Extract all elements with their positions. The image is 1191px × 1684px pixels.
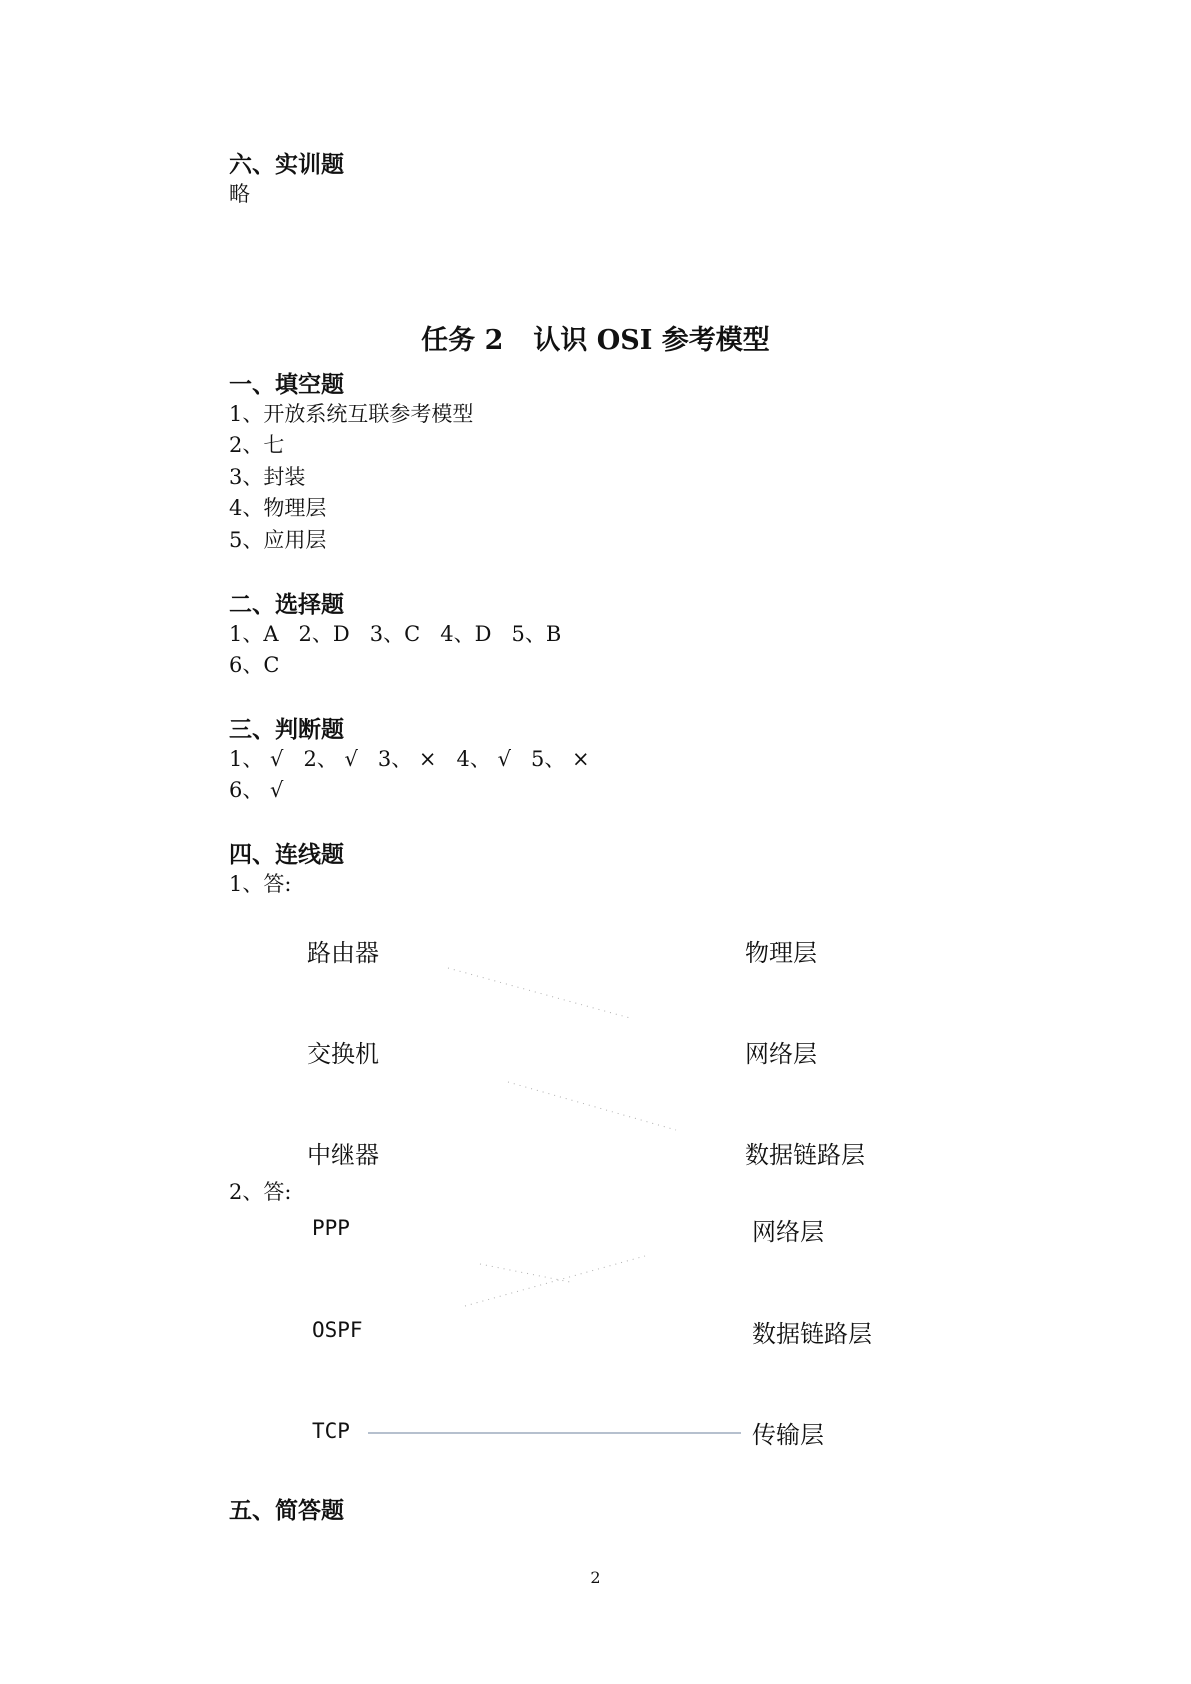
list-item: 3、封装 [229,465,306,489]
matching-q1-right-datalink: 数据链路层 [745,1141,865,1169]
matching-q2-right-datalink: 数据链路层 [752,1320,872,1348]
matching-q2-left-ospf: OSPF [312,1318,363,1342]
section-heading-judge: 三、判断题 [229,717,344,743]
matching-q1-left-repeater: 中继器 [307,1141,379,1169]
section-heading-practical: 六、实训题 [229,152,344,178]
page-number: 2 [590,1568,601,1587]
section-heading-fill-blank: 一、填空题 [229,372,344,398]
matching-q1-label: 1、答: [229,872,292,896]
section-heading-short-answer: 五、简答题 [229,1498,344,1524]
matching-q1-right-physical: 物理层 [745,939,817,967]
connector-ppp-datalink [480,1264,570,1282]
matching-q2-right-network: 网络层 [752,1218,824,1246]
section-body-practical: 略 [229,182,250,206]
matching-q1-left-switch: 交换机 [307,1040,379,1068]
task-title-text: 认识 OSI 参考模型 [533,325,770,356]
list-item: 5、应用层 [229,528,327,552]
matching-q1-right-network: 网络层 [745,1040,817,1068]
choice-answers-line: 1、A 2、D 3、C 4、D 5、B [229,622,562,646]
connector-router-network [448,968,630,1018]
list-item: 2、七 [229,433,285,457]
matching-q2-left-ppp: PPP [312,1216,350,1240]
section-heading-matching: 四、连线题 [229,842,344,868]
choice-answers-line: 6、C [229,653,280,677]
matching-q2-left-tcp: TCP [312,1419,350,1443]
judge-answers-line: 6、 √ [229,778,284,802]
matching-q1-left-router: 路由器 [307,939,379,967]
connector-ospf-network [465,1256,645,1306]
task-title-label: 任务 2 [421,325,504,356]
section-heading-choice: 二、选择题 [229,592,344,618]
list-item: 1、开放系统互联参考模型 [229,402,474,426]
connector-switch-datalink [508,1082,676,1130]
judge-answers-line: 1、 √ 2、 √ 3、 × 4、 √ 5、 × [229,747,590,771]
list-item: 4、物理层 [229,496,327,520]
matching-q2-label: 2、答: [229,1180,292,1204]
matching-q2-right-transport: 传输层 [752,1421,824,1449]
